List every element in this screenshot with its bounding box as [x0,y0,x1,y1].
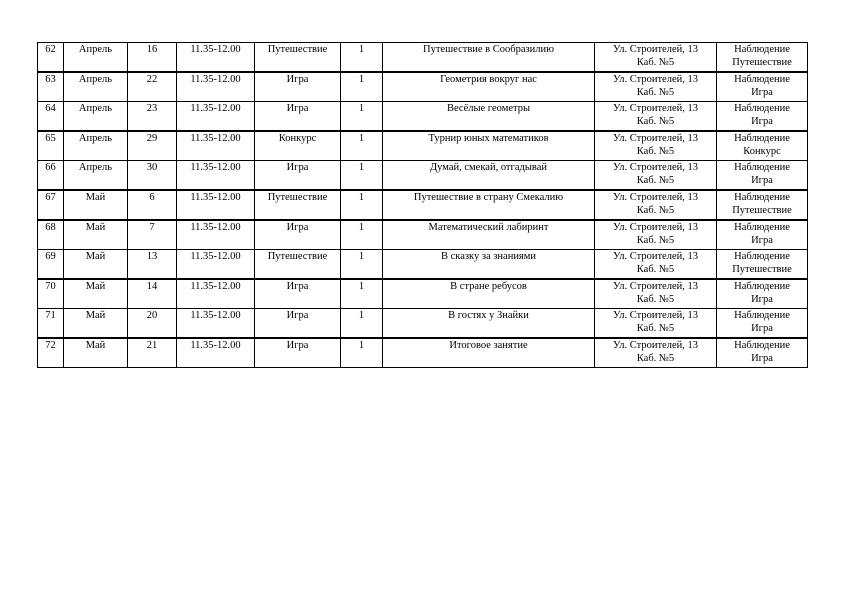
control-form-line-2: Игра [751,87,773,98]
lesson-form-text: Игра [286,162,309,173]
control-form-line-1: Наблюдение [734,162,790,173]
hours-text: 1 [358,133,365,144]
month-text: Апрель [78,133,113,144]
row-number-cell [38,161,64,191]
row-number-text: 67 [45,192,56,203]
hours-text: 1 [358,251,365,262]
control-form-line-2: Игра [751,294,773,305]
control-form-line-1: Наблюдение [734,133,790,144]
time-cell [177,102,255,132]
control-form-line-1: Наблюдение [734,103,790,114]
time-cell [177,131,255,161]
topic-cell [383,131,595,161]
table-row [38,43,808,73]
place-line-1: Ул. Строителей, 13 [613,340,698,351]
table-row [38,309,808,339]
place-line-1: Ул. Строителей, 13 [613,281,698,292]
lesson-form-text: Конкурс [278,133,317,144]
topic-text: Итоговое занятие [449,340,528,351]
time-text: 11.35-12.00 [190,281,241,292]
place-line-1: Ул. Строителей, 13 [613,251,698,262]
day-text: 30 [146,162,158,173]
time-text: 11.35-12.00 [190,222,241,233]
lesson-form-text: Игра [286,74,309,85]
table-row [38,161,808,191]
row-number-text: 71 [45,310,56,321]
place-line-2: Каб. №5 [636,323,675,334]
place-line-2: Каб. №5 [636,175,675,186]
place-line-1: Ул. Строителей, 13 [613,44,698,55]
month-text: Апрель [78,74,113,85]
month-cell [64,309,128,339]
lesson-form-cell [255,220,341,250]
topic-cell [383,279,595,309]
hours-text: 1 [358,310,365,321]
topic-text: Геометрия вокруг нас [440,74,537,85]
month-text: Апрель [78,162,113,173]
time-cell [177,338,255,368]
place-cell [595,309,717,339]
day-text: 6 [149,192,155,203]
control-form-line-1: Наблюдение [734,310,790,321]
place-cell [595,279,717,309]
place-line-1: Ул. Строителей, 13 [613,162,698,173]
time-cell [177,279,255,309]
place-line-2: Каб. №5 [636,264,675,275]
table-row [38,190,808,220]
topic-text: Думай, смекай, отгадывай [430,162,547,173]
control-form-line-1: Наблюдение [734,44,790,55]
time-cell [177,250,255,280]
hours-cell [341,309,383,339]
lesson-form-cell [255,190,341,220]
hours-text: 1 [358,74,365,85]
control-form-line-2: Игра [751,323,773,334]
time-text: 11.35-12.00 [190,162,241,173]
place-line-2: Каб. №5 [636,294,675,305]
month-cell [64,72,128,102]
row-number-cell [38,250,64,280]
day-cell [128,43,177,73]
table-row [38,72,808,102]
day-text: 14 [146,281,158,292]
row-number-cell [38,220,64,250]
control-form-cell [717,250,808,280]
table-row [38,131,808,161]
place-cell [595,338,717,368]
row-number-cell [38,102,64,132]
control-form-line-1: Наблюдение [734,251,790,262]
row-number-cell [38,309,64,339]
topic-cell [383,72,595,102]
month-text: Апрель [78,44,113,55]
control-form-line-2: Игра [751,235,773,246]
place-line-2: Каб. №5 [636,146,675,157]
place-line-2: Каб. №5 [636,353,675,364]
month-cell [64,338,128,368]
place-line-2: Каб. №5 [636,57,675,68]
day-cell [128,250,177,280]
lesson-form-cell [255,338,341,368]
control-form-cell [717,102,808,132]
day-text: 23 [146,103,158,114]
day-cell [128,190,177,220]
control-form-cell [717,338,808,368]
table-row [38,338,808,368]
month-cell [64,161,128,191]
control-form-line-2: Путешествие [732,264,792,275]
topic-text: В сказку за знаниями [440,251,537,262]
month-text: Май [85,281,106,292]
month-text: Апрель [78,103,113,114]
table-row [38,102,808,132]
hours-cell [341,220,383,250]
time-text: 11.35-12.00 [190,340,241,351]
day-cell [128,279,177,309]
control-form-line-2: Игра [751,353,773,364]
hours-text: 1 [358,340,365,351]
topic-text: Турнир юных математиков [428,133,549,144]
place-line-2: Каб. №5 [636,235,675,246]
topic-text: В гостях у Знайки [448,310,529,321]
schedule-table [37,42,808,368]
month-cell [64,131,128,161]
month-cell [64,43,128,73]
hours-text: 1 [358,103,365,114]
topic-text: Математический лабиринт [428,222,549,233]
hours-cell [341,102,383,132]
row-number-cell [38,338,64,368]
table-row [38,220,808,250]
control-form-cell [717,43,808,73]
lesson-form-cell [255,161,341,191]
control-form-line-2: Игра [751,116,773,127]
lesson-form-cell [255,43,341,73]
hours-text: 1 [358,44,365,55]
hours-text: 1 [358,192,365,203]
lesson-form-text: Игра [286,281,309,292]
row-number-text: 65 [45,133,56,144]
day-cell [128,161,177,191]
hours-text: 1 [358,281,365,292]
month-text: Май [85,251,106,262]
control-form-line-1: Наблюдение [734,192,790,203]
row-number-text: 63 [45,74,56,85]
topic-cell [383,43,595,73]
time-cell [177,309,255,339]
place-cell [595,190,717,220]
lesson-form-cell [255,72,341,102]
control-form-line-1: Наблюдение [734,281,790,292]
month-text: Май [85,310,106,321]
time-text: 11.35-12.00 [190,251,241,262]
control-form-line-1: Наблюдение [734,222,790,233]
topic-cell [383,161,595,191]
control-form-line-2: Игра [751,175,773,186]
time-cell [177,72,255,102]
month-cell [64,102,128,132]
control-form-cell [717,131,808,161]
lesson-form-text: Путешествие [267,251,328,262]
lesson-form-text: Игра [286,103,309,114]
lesson-form-cell [255,309,341,339]
topic-cell [383,309,595,339]
day-cell [128,338,177,368]
time-text: 11.35-12.00 [190,44,241,55]
place-line-1: Ул. Строителей, 13 [613,310,698,321]
row-number-cell [38,72,64,102]
row-number-text: 68 [45,222,56,233]
topic-cell [383,250,595,280]
topic-text: В стране ребусов [450,281,527,292]
hours-cell [341,338,383,368]
place-line-2: Каб. №5 [636,116,675,127]
place-cell [595,72,717,102]
row-number-text: 66 [45,162,56,173]
time-cell [177,220,255,250]
month-cell [64,250,128,280]
lesson-form-cell [255,131,341,161]
day-cell [128,220,177,250]
place-line-1: Ул. Строителей, 13 [613,103,698,114]
place-cell [595,250,717,280]
control-form-line-2: Конкурс [743,146,781,157]
topic-text: Весёлые геометры [446,103,531,114]
control-form-cell [717,72,808,102]
table-row [38,279,808,309]
lesson-form-text: Игра [286,310,309,321]
day-text: 13 [146,251,158,262]
place-line-1: Ул. Строителей, 13 [613,74,698,85]
day-cell [128,309,177,339]
control-form-line-1: Наблюдение [734,340,790,351]
hours-cell [341,72,383,102]
hours-cell [341,190,383,220]
lesson-form-text: Игра [286,340,309,351]
day-text: 20 [146,310,158,321]
control-form-line-1: Наблюдение [734,74,790,85]
row-number-cell [38,279,64,309]
row-number-text: 70 [45,281,56,292]
lesson-form-text: Путешествие [267,192,328,203]
row-number-cell [38,190,64,220]
topic-text: Путешествие в страну Смекалию [413,192,564,203]
day-cell [128,131,177,161]
place-cell [595,43,717,73]
month-cell [64,220,128,250]
row-number-text: 72 [45,340,56,351]
day-cell [128,102,177,132]
control-form-cell [717,279,808,309]
topic-cell [383,338,595,368]
time-text: 11.35-12.00 [190,103,241,114]
place-cell [595,102,717,132]
row-number-text: 64 [45,103,56,114]
hours-text: 1 [358,162,365,173]
place-line-2: Каб. №5 [636,205,675,216]
place-cell [595,131,717,161]
hours-cell [341,250,383,280]
place-cell [595,220,717,250]
topic-cell [383,102,595,132]
hours-cell [341,131,383,161]
month-text: Май [85,192,106,203]
time-text: 11.35-12.00 [190,133,241,144]
day-text: 29 [146,133,158,144]
day-text: 22 [146,74,158,85]
hours-cell [341,161,383,191]
time-text: 11.35-12.00 [190,74,241,85]
month-cell [64,279,128,309]
place-line-1: Ул. Строителей, 13 [613,222,698,233]
hours-cell [341,279,383,309]
day-text: 16 [146,44,158,55]
control-form-cell [717,220,808,250]
row-number-text: 69 [45,251,56,262]
row-number-cell [38,131,64,161]
lesson-form-cell [255,279,341,309]
control-form-cell [717,190,808,220]
lesson-form-cell [255,250,341,280]
time-cell [177,190,255,220]
time-cell [177,161,255,191]
hours-cell [341,43,383,73]
place-line-1: Ул. Строителей, 13 [613,192,698,203]
lesson-form-text: Игра [286,222,309,233]
row-number-cell [38,43,64,73]
control-form-line-2: Путешествие [732,57,792,68]
topic-cell [383,190,595,220]
day-text: 21 [146,340,158,351]
place-line-2: Каб. №5 [636,87,675,98]
row-number-text: 62 [45,44,56,55]
month-text: Май [85,222,106,233]
lesson-form-cell [255,102,341,132]
place-cell [595,161,717,191]
topic-cell [383,220,595,250]
month-cell [64,190,128,220]
control-form-cell [717,309,808,339]
control-form-cell [717,161,808,191]
place-line-1: Ул. Строителей, 13 [613,133,698,144]
table-row [38,250,808,280]
topic-text: Путешествие в Сообразилию [422,44,554,55]
control-form-line-2: Путешествие [732,205,792,216]
time-cell [177,43,255,73]
lesson-form-text: Путешествие [267,44,328,55]
day-text: 7 [149,222,155,233]
hours-text: 1 [358,222,365,233]
month-text: Май [85,340,106,351]
time-text: 11.35-12.00 [190,192,241,203]
day-cell [128,72,177,102]
schedule-table-body [38,43,808,368]
time-text: 11.35-12.00 [190,310,241,321]
